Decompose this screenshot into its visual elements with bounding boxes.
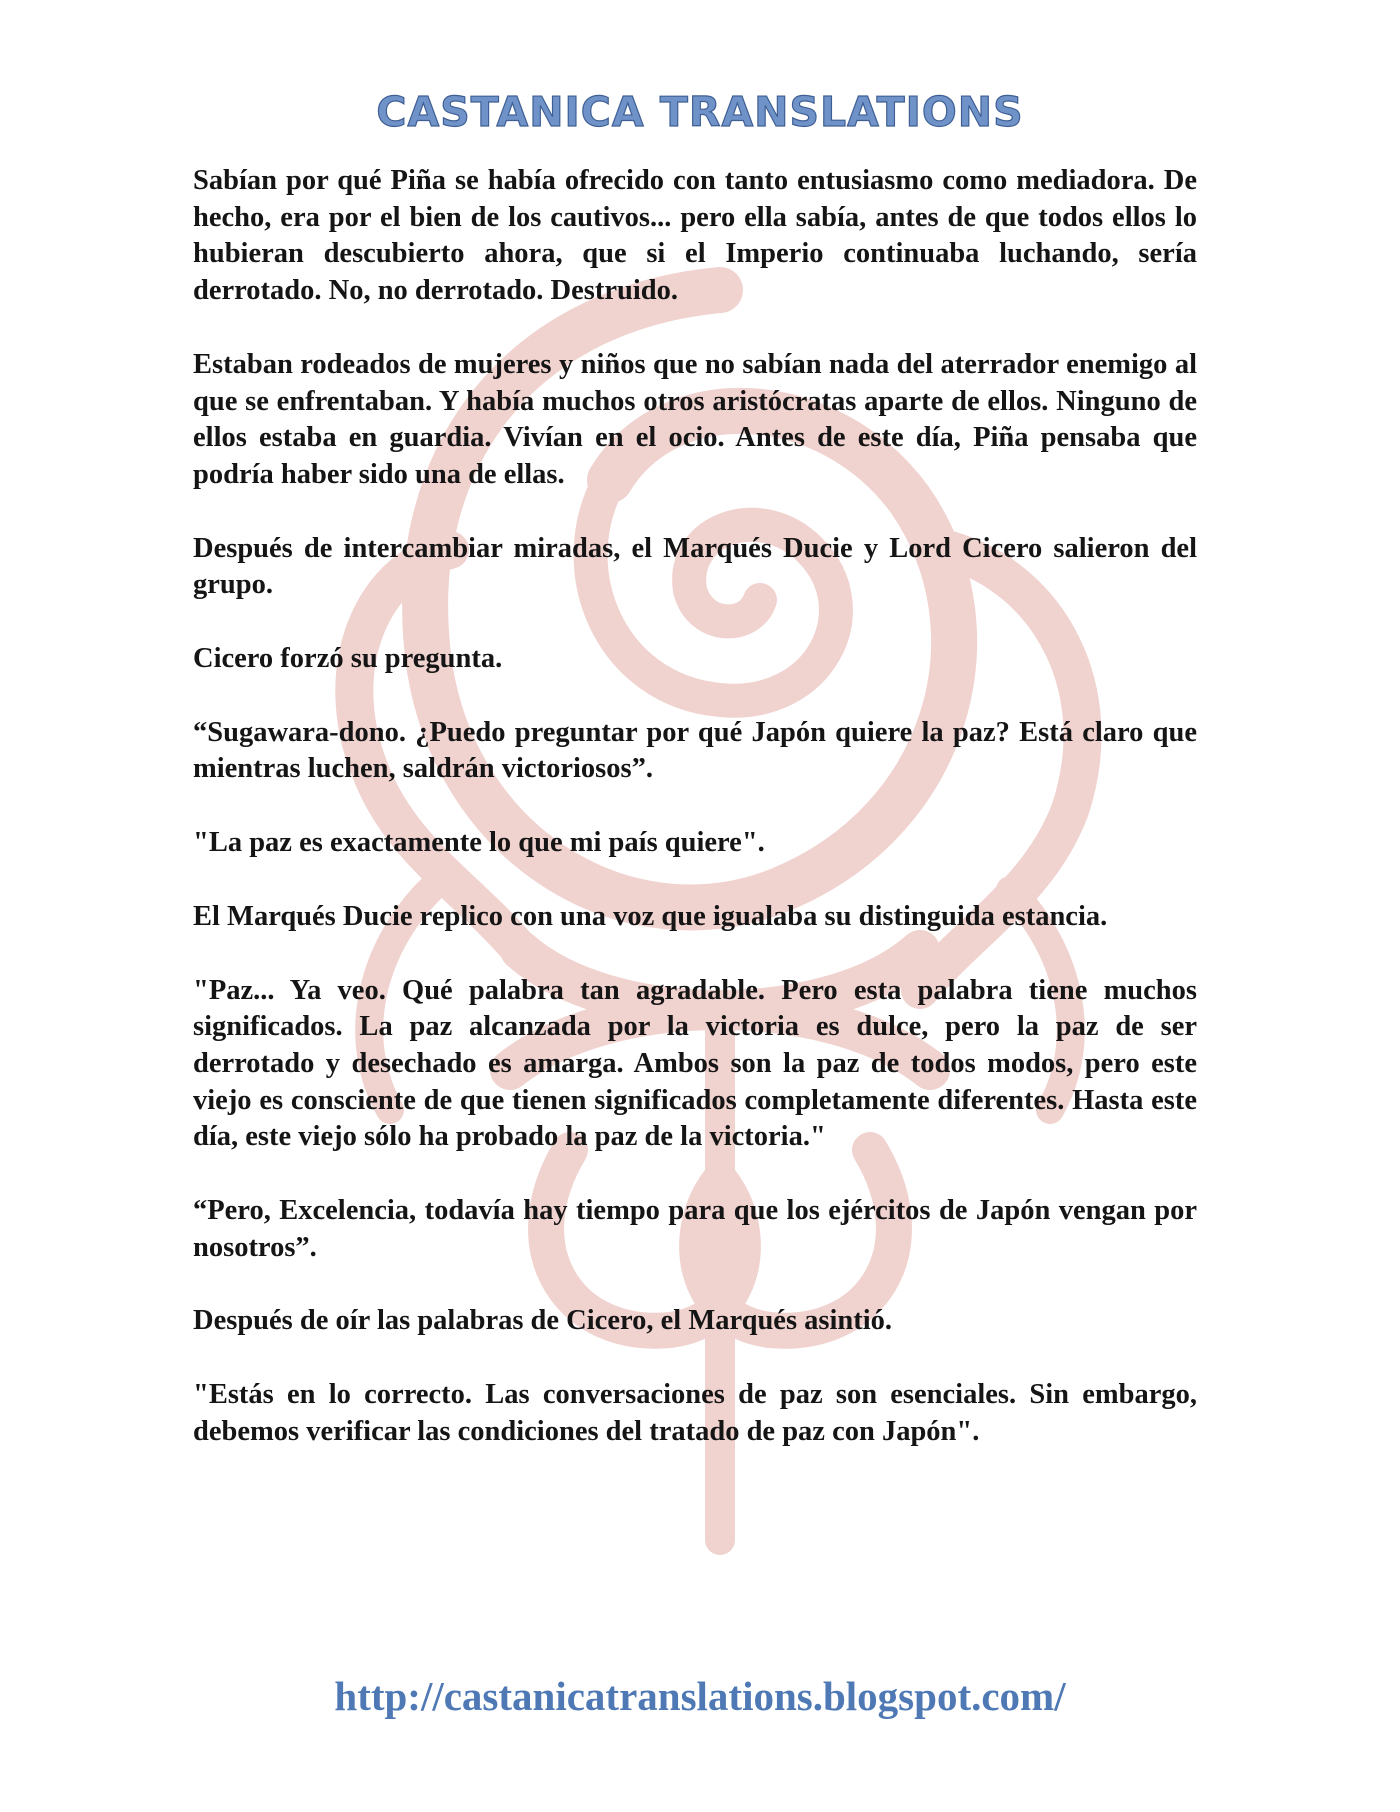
paragraph: Después de intercambiar miradas, el Marqués Ducie y Lord Cicero salieron del grupo. [193, 532, 1197, 601]
paragraph: Sabían por qué Piña se había ofrecido con tanto entusiasmo como mediadora. De hecho, era por el bien de los cautivos... pero ella sabía, antes de que todos ellos lo hubieran descubierto ahora, que si el Imperio continuaba luchando, sería derrotado. No, no derrotado. Destruido. [193, 165, 1197, 307]
paragraph: Después de oír las palabras de Cicero, el Marqués asintió. [193, 1305, 893, 1337]
paragraph: “Sugawara-dono. ¿Puedo preguntar por qué Japón quiere la paz? Está claro que mientras luchen, saldrán victoriosos”. [193, 716, 1197, 785]
paragraph: Cicero forzó su pregunta. [193, 643, 503, 675]
footer-blog-link[interactable]: http://castanicatranslations.blogspot.com/ [334, 1673, 1066, 1719]
page-header-title: CASTANICA TRANSLATIONS [376, 88, 1024, 136]
paragraph: “Pero, Excelencia, todavía hay tiempo para que los ejércitos de Japón vengan por nosotros”. [193, 1195, 1197, 1263]
paragraph: "Paz... Ya veo. Qué palabra tan agradable. Pero esta palabra tiene muchos significados. La paz alcanzada por la victoria es dulce, pero la paz de ser derrotado y desechado es amarga. Ambos son la paz de todos modos, pero este viejo es consciente de que tienen significados completamente diferentes. Hasta este día, este viejo sólo ha probado la paz de la victoria." [193, 974, 1197, 1153]
paragraph: Estaban rodeados de mujeres y niños que no sabían nada del aterrador enemigo al que se enfrentaban. Y había muchos otros aristócratas aparte de ellos. Ninguno de ellos estaba en guardia. Vivían en el ocio. Antes de este día, Piña pensaba que podría haber sido una de ellas. [193, 348, 1197, 490]
paragraph: "Estás en lo correcto. Las conversaciones de paz son esenciales. Sin embargo, debemos verificar las condiciones del tratado de paz con Japón". [193, 1379, 1197, 1447]
chapter-text [193, 163, 1197, 1488]
paragraph: El Marqués Ducie replico con una voz que igualaba su distinguida estancia. [193, 900, 1108, 932]
paragraph: "La paz es exactamente lo que mi país quiere". [193, 827, 765, 859]
